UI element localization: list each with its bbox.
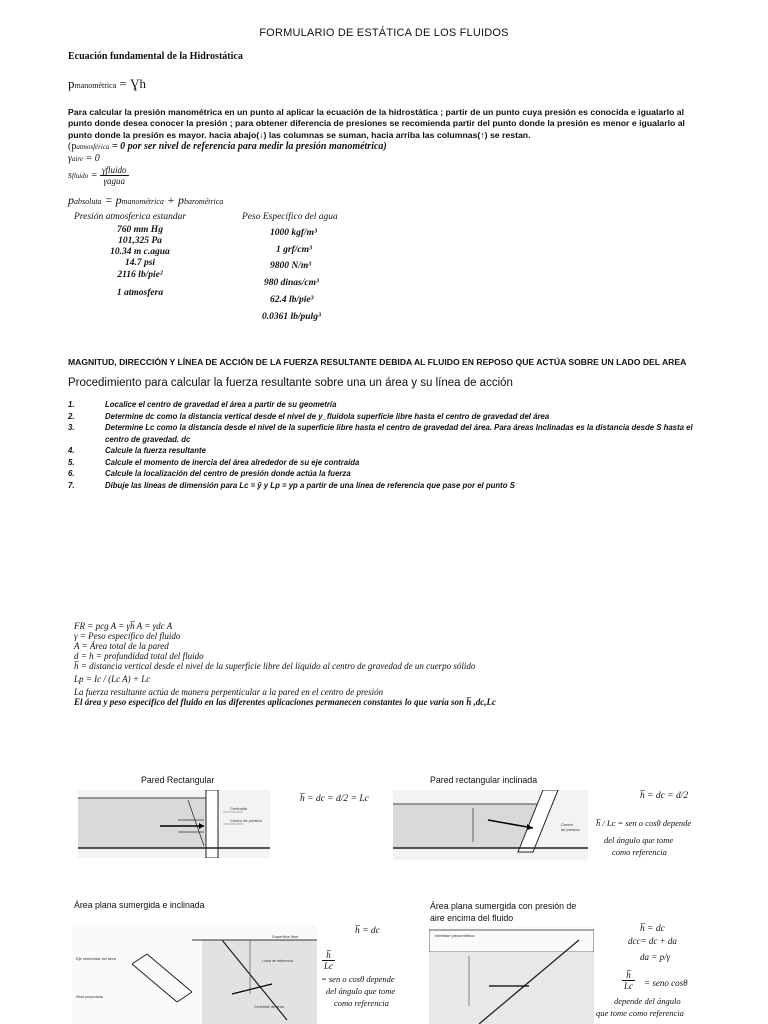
hbar-over-lc [322, 950, 335, 971]
step-number: 5. [68, 457, 75, 467]
pabs-sub2: manométrica [121, 197, 164, 206]
procedure-title: Procedimiento para calcular la fuerza resultante sobre una un área y su línea de acción [68, 377, 513, 389]
figure4-equation-1: h̅ = dc [640, 924, 665, 934]
pabs-p: p [68, 193, 74, 207]
document-title: FORMULARIO DE ESTÁTICA DE LOS FLUIDOS [259, 27, 509, 39]
step-item [68, 399, 708, 411]
figure-caption: Área plana sumergida e inclinada [74, 900, 205, 910]
step-text: Dibuje las líneas de dimensión para Lc = ȳ y Lp = yp a partir de una línea de referencia que pase por el punto S [105, 480, 515, 490]
specific-gravity-eq [68, 165, 129, 186]
frac-den: Lc [624, 981, 633, 991]
formula-line: γ = Peso específico del fluido [74, 631, 181, 641]
step-item [68, 457, 708, 469]
atm-row: 14.7 psi [124, 258, 156, 268]
procedure-steps [68, 399, 708, 491]
water-row: 62.4 lb/pie³ [270, 295, 314, 305]
diagram-label: Centro de presión [230, 818, 262, 823]
eq-p-sub: manométrica [74, 81, 117, 90]
eq-rhs: = Ɣh [116, 76, 146, 91]
formula-line: h̅ = distancia vertical desde el nivel de la superficie libre del líquido al centro de gravedad de un cuerpo sólido [74, 661, 476, 671]
rectangular-wall-diagram [78, 790, 270, 858]
pabs-sub3: barométrica [184, 197, 224, 206]
force-formulas [74, 621, 496, 707]
atm-row: 2116 lb/pie² [117, 270, 163, 280]
figure3-equation-4: como referencia [334, 998, 389, 1008]
figure2-equation-2: h̅ / Lc = sen o cosθ depende [596, 818, 692, 828]
step-text: Calcule el momento de inercia del área alrededor de su eje contraída [105, 457, 360, 467]
sg-fraction [100, 165, 129, 186]
diagram-label: Superficie libre [272, 934, 299, 939]
diagram-label: Vista proyectada [76, 995, 103, 999]
formula-line: d = h = profundidad total del fluido [74, 651, 204, 661]
atm-row: 760 mm Hg [117, 225, 163, 235]
step-item [68, 422, 708, 445]
diagram-label: Centro [561, 822, 574, 827]
step-text: Localice el centro de gravedad el área a partir de su geometría [105, 400, 337, 409]
sg-eq: = [88, 169, 100, 181]
submerged-inclined-area-diagram [72, 924, 317, 1024]
eq-p: p [68, 76, 75, 91]
patm-sub: atmosférica [76, 143, 110, 151]
diagram-label: Línea de referencia [262, 959, 293, 963]
figure4-frac [622, 970, 635, 991]
figure3-frac [322, 950, 335, 971]
section-heading-hydrostatics: Ecuación fundamental de la Hidrostática [68, 51, 243, 62]
step-item [68, 480, 708, 492]
figure-caption: Pared Rectangular [141, 775, 215, 785]
figure4-equation-4: = seno cosθ [644, 978, 688, 988]
water-row: 9800 N/m³ [270, 261, 312, 271]
diagram-label: Interfase piezométrica [435, 933, 475, 938]
figure4-equation-3: da = p/γ [640, 952, 671, 962]
figure2-equation-3: del ángulo que tome [604, 835, 674, 845]
atm-pressure-heading: Presión atmosferica estandar [74, 212, 187, 222]
water-weight-heading: Peso Específico del agua [242, 212, 338, 222]
water-row: 0.0361 lb/pulg³ [262, 312, 321, 322]
water-row: 980 dinas/cm³ [264, 278, 319, 288]
formula-line: FR = pcg A = γh̅ A = γdc A [74, 621, 173, 631]
sg-denominator: γagua [103, 176, 126, 186]
instruction-paragraph: Para calcular la presión manométrica en un punto al aplicar la ecuación de la hidrostática ; partir de un punto cuya presión es conocida e igualarlo al punto donde desea conocer la presión ; para obtener diferencia de presiones se recomienda partir del punto donde la presión es menor e igualarlo al punto donde la presión es mayor. hacia abajo(↓) las columnas se suman, hacia arriba las columnas(↑) se restan. [68, 107, 685, 140]
step-number: 2. [68, 411, 75, 421]
step-item [68, 411, 708, 423]
diagram-label: de presión [561, 827, 580, 832]
atm-row: 10.34 m c.agua [110, 247, 170, 257]
formula-line: Lp = Ic / (Lc A) + Lc [74, 674, 151, 684]
step-text: Determine dc como la distancia vertical desde el nivel de y_fluidola superficie libre hasta el centro de gravedad del área [105, 411, 550, 421]
patm-rest: = 0 por ser nivel de referencia para medir la presión manométrica) [109, 141, 387, 152]
sg-numerator: γfluido [102, 165, 127, 175]
sg-s: s [68, 169, 72, 181]
inclined-wall-diagram [393, 790, 588, 860]
figure4-equation-6: que tome como referencia [596, 1008, 684, 1018]
figure4-equation-5: depende del ángulo [614, 996, 681, 1006]
step-item [68, 468, 708, 480]
pabs-mid: = p [101, 193, 122, 207]
step-text: Calcule la localización del centro de presión donde actúa la fuerza [105, 469, 351, 478]
gamma-sub: aire [71, 155, 83, 163]
gamma-aire-eq [68, 153, 100, 164]
step-text: Calcule la fuerza resultante [105, 446, 206, 455]
patm-open: (p [68, 141, 77, 152]
diagram-label: Eje centroidal del área [76, 956, 116, 961]
step-number: 6. [68, 469, 75, 478]
submerged-area-air-pressure-diagram [429, 926, 594, 1024]
figure3-equation-1: h̅ = dc [355, 926, 380, 936]
step-text: Determine Lc como la distancia desde el nivel de la superficie libre hasta el centro de gravedad del área. Para áreas Inclinadas es la distancia desde S hasta el centro de gravedad. dc [105, 423, 693, 444]
diagram-label: Centroide [230, 806, 248, 811]
figure1-equation: h̅ = dc = d/2 = Lc [300, 794, 369, 804]
frac-den: Lc [324, 961, 333, 971]
figure-caption: Área plana sumergida con presión de aire encima del fluido [430, 901, 577, 923]
figure3-equation-3: del ángulo que tome [326, 986, 396, 996]
step-item [68, 445, 708, 457]
patm-note [68, 141, 387, 152]
water-row: 1 grf/cm³ [276, 245, 312, 255]
gamma-symbol: γ [68, 153, 72, 164]
sg-sub: fluido [71, 171, 89, 180]
formula-line: El área y peso específico del fluido en las diferentes aplicaciones permanecen constantes lo que varía son h̅ ,dc,Lc [74, 697, 496, 707]
water-row: 1000 kgf/m³ [270, 228, 317, 238]
step-number: 7. [68, 480, 75, 490]
pabs-plus: + p [163, 193, 184, 207]
step-number: 3. [68, 423, 75, 432]
figure2-equation-1: h̅ = dc = d/2 [640, 791, 689, 801]
atm-row: 101,325 Pa [118, 236, 162, 246]
equation-manometric-pressure [68, 76, 146, 92]
section-heading-resultant-force: MAGNITUD, DIRECCIÓN Y LÍNEA DE ACCIÓN DE LA FUERZA RESULTANTE DEBIDA AL FLUIDO EN REPOSO QUE ACTÚA SOBRE UN LADO DEL AREA [68, 357, 687, 367]
formula-line: La fuerza resultante actúa de manera perpenticular a la pared en el centro de presión [74, 687, 384, 697]
figure2-equation-4: como referencia [612, 847, 667, 857]
formula-line: A = Área total de la pared [74, 641, 169, 651]
figure-caption: Pared rectangular inclinada [430, 775, 538, 785]
atm-row: 1 atmosfera [116, 288, 164, 298]
frac-num: h̅ [622, 970, 635, 981]
diagram-label: Centroide del área [254, 1005, 284, 1009]
step-number: 4. [68, 446, 75, 455]
figure4-equation-2: dcc= dc + da [628, 936, 677, 946]
hbar-over-lc [622, 970, 635, 991]
figure3-equation-2: = sen o cosθ depende [321, 974, 395, 984]
frac-num: h̅ [322, 950, 335, 961]
step-number: 1. [68, 400, 75, 409]
absolute-pressure-eq [68, 193, 223, 208]
gamma-rest: = 0 [82, 153, 100, 164]
pabs-sub1: absoluta [74, 197, 102, 206]
